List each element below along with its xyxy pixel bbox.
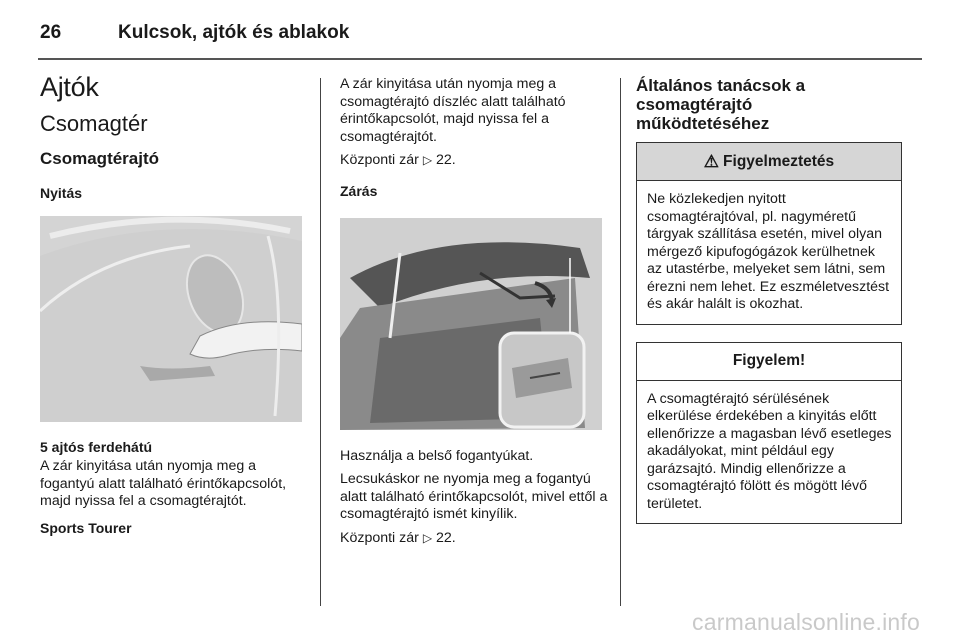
warning-box — [636, 142, 902, 325]
warning-triangle-icon: ⚠ — [703, 151, 720, 171]
advice-heading: Általános tanácsok a csomagtérajtó működtetéséhez — [636, 76, 806, 133]
tailgate-open-illustration — [340, 218, 602, 430]
caution-label: Figyelem! — [732, 352, 806, 369]
arrow-right-icon: ▷ — [422, 153, 433, 167]
cross-reference[interactable] — [340, 530, 608, 548]
section-heading: Ajtók — [40, 72, 99, 102]
warning-text: Ne közlekedjen nyitott csomagtérajtóval, pl. nagyméretű tárgyak szállítása esetén, mivel olyan mérgező kipufogógázok kerülhetnek az utastérbe, melyeket sem látni, sem érezni nem lehet. Ez eszméletvesztést és akár halált is okozhat. — [647, 191, 890, 312]
paragraph: Használja a belső fogantyúkat. — [340, 447, 534, 464]
header-divider — [38, 58, 922, 60]
column-divider-left — [320, 78, 321, 606]
hatchback-tailgate-illustration — [40, 216, 302, 422]
arrow-right-icon: ▷ — [422, 530, 433, 545]
reference-page: 22. — [436, 152, 456, 168]
reference-text: Központi zár — [340, 152, 419, 168]
reference-text: Központi zár — [340, 529, 419, 546]
watermark: carmanualsonline.info — [692, 609, 920, 635]
paragraph: Lecsukáskor ne nyomja meg a fogantyú alatt található érintőkapcsolót, mivel ettől a csomagtérajtó ismét kinyílik. — [340, 471, 608, 522]
column-right — [636, 74, 902, 524]
variant-heading: Sports Tourer — [40, 519, 132, 536]
column-middle — [340, 76, 608, 547]
warning-label: Figyelmeztetés — [723, 152, 835, 170]
paragraph: A zár kinyitása után nyomja meg a csomagtérajtó díszléc alatt található érintőkapcsolót, majd nyissa fel a csomagtérajtót. — [340, 76, 566, 145]
opening-heading: Nyitás — [40, 185, 83, 201]
warning-header — [637, 143, 901, 181]
chapter-title: Kulcsok, ajtók és ablakok — [118, 22, 350, 43]
cross-reference[interactable] — [340, 152, 608, 170]
reference-page: 22. — [436, 529, 456, 546]
figure-caption: 5 ajtós ferdehátú — [40, 439, 153, 455]
caution-box — [636, 342, 902, 525]
topic-heading: Csomagtérajtó — [40, 149, 160, 168]
column-divider-right — [620, 78, 621, 606]
column-left — [40, 70, 305, 537]
subsection-heading: Csomagtér — [40, 111, 148, 136]
page-number: 26 — [40, 22, 62, 43]
caution-text: A csomagtérajtó sérülésének elkerülése érdekében a kinyitás előtt ellenőrizze a magasban lévő esetleges akadályokat, mint például egy garázsajtó. Mindig ellenőrizze a csomagtérajtó fölött és mögött lévő területet. — [647, 390, 892, 512]
paragraph: A zár kinyitása után nyomja meg a fogantyú alatt található érintőkapcsolót, majd nyissa fel a csomagtérajtót. — [40, 458, 287, 509]
caution-header — [637, 343, 901, 381]
closing-heading: Zárás — [340, 182, 378, 199]
